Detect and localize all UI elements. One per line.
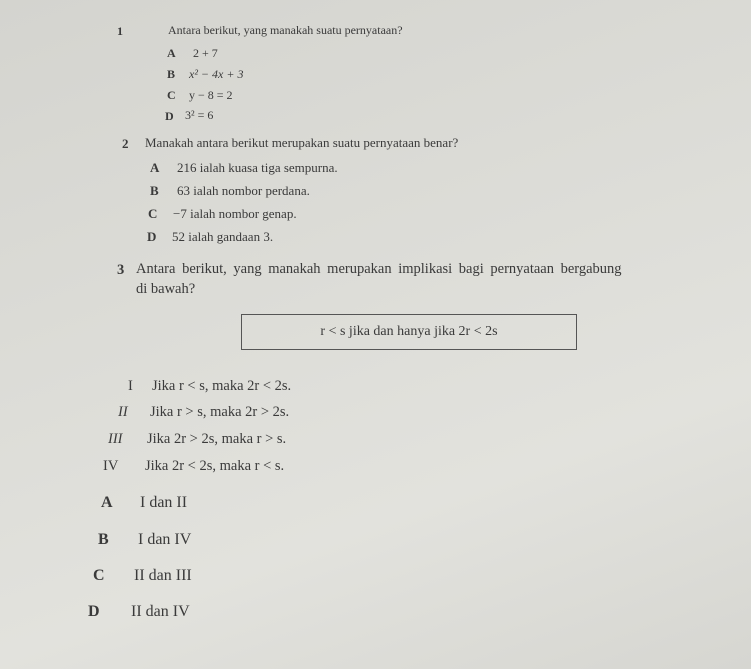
option-letter: C bbox=[167, 88, 176, 102]
question-text: Antara berikut, yang manakah merupakan implikasi bagi pernyataan bergabung bbox=[136, 261, 622, 277]
option-letter: A bbox=[150, 160, 160, 175]
option-text: 52 ialah gandaan 3. bbox=[172, 229, 274, 244]
option-letter: D bbox=[147, 229, 157, 244]
statement-roman: I bbox=[128, 378, 133, 394]
compound-statement-box bbox=[241, 314, 577, 350]
statement-roman: III bbox=[108, 431, 123, 447]
option-letter: A bbox=[101, 494, 113, 511]
question-text: di bawah? bbox=[136, 281, 196, 297]
statement-roman: II bbox=[118, 404, 128, 420]
option-text: I dan II bbox=[140, 494, 188, 511]
option-letter: B bbox=[167, 67, 176, 81]
option-text: 3² = 6 bbox=[185, 108, 214, 122]
option-letter: C bbox=[148, 206, 158, 221]
compound-statement: r < s jika dan hanya jika 2r < 2s bbox=[320, 324, 498, 339]
statement-text: Jika r > s, maka 2r > 2s. bbox=[150, 404, 290, 420]
question-number: 2 bbox=[122, 136, 129, 151]
option-letter: C bbox=[93, 567, 105, 584]
option-text: 63 ialah nombor perdana. bbox=[177, 183, 310, 198]
statement-text: Jika 2r > 2s, maka r > s. bbox=[147, 431, 287, 447]
statement-text: Jika r < s, maka 2r < 2s. bbox=[152, 378, 292, 394]
question-text: Manakah antara berikut merupakan suatu pernyataan benar? bbox=[145, 135, 459, 150]
question-number: 1 bbox=[117, 24, 123, 38]
option-text: I dan IV bbox=[138, 531, 192, 548]
option-letter: D bbox=[165, 109, 174, 123]
statement-roman: IV bbox=[103, 458, 119, 474]
option-text: II dan IV bbox=[131, 603, 190, 620]
option-text: II dan III bbox=[134, 567, 192, 584]
option-text: −7 ialah nombor genap. bbox=[173, 206, 297, 221]
option-letter: B bbox=[150, 183, 159, 198]
option-text: 216 ialah kuasa tiga sempurna. bbox=[177, 160, 338, 175]
statement-text: Jika 2r < 2s, maka r < s. bbox=[145, 458, 285, 474]
option-text: x² − 4x + 3 bbox=[189, 67, 244, 81]
option-letter: D bbox=[88, 603, 100, 620]
question-number: 3 bbox=[117, 262, 125, 278]
option-text: y − 8 = 2 bbox=[189, 88, 233, 102]
question-text: Antara berikut, yang manakah suatu pernyataan? bbox=[168, 23, 403, 37]
option-letter: B bbox=[98, 531, 109, 548]
option-letter: A bbox=[167, 46, 176, 60]
option-text: 2 + 7 bbox=[193, 46, 218, 60]
